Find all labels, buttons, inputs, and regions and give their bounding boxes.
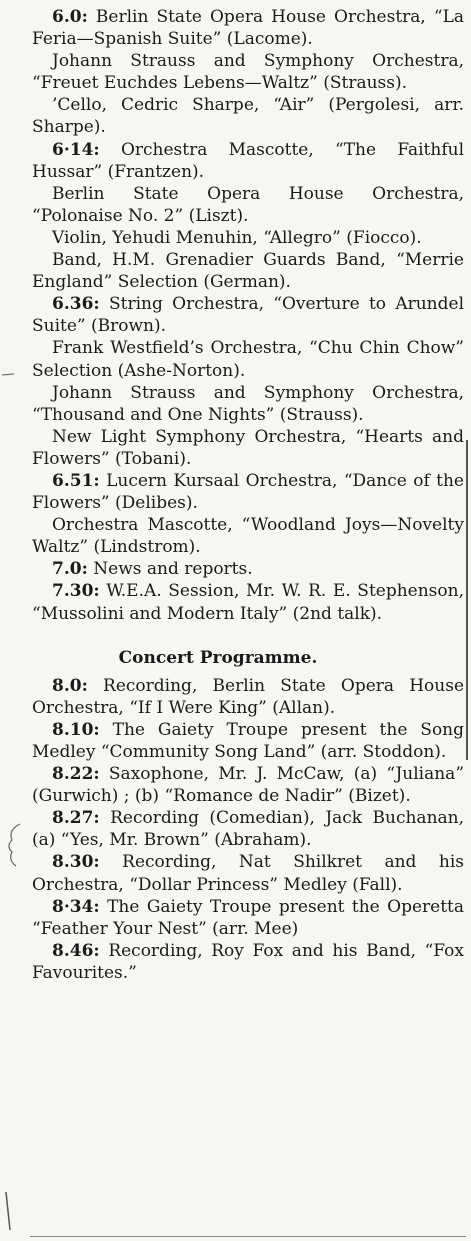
entry-time: 7.0: <box>52 559 88 580</box>
programme-entry <box>32 675 464 719</box>
entry-time: 6.36: <box>52 294 100 315</box>
programme-entry <box>32 940 464 984</box>
entry-text: Orchestra Mascotte, “Woodland Joys—Novelty Waltz” (Lindstrom). <box>32 515 464 558</box>
programme-entry <box>32 719 464 763</box>
programme-entry <box>32 139 464 183</box>
entry-text: W.E.A. Session, Mr. W. R. E. Stephenson, “Mussolini and Modern Italy” (2nd talk). <box>32 581 464 624</box>
entry-text: Band, H.M. Grenadier Guards Band, “Merrie England” Selection (German). <box>32 250 464 293</box>
entry-time: 7.30: <box>52 581 100 602</box>
bottom-rule <box>30 1236 466 1237</box>
programme-entry <box>32 514 464 558</box>
entry-text: Frank Westfield’s Orchestra, “Chu Chin Chow” Selection (Ashe-Norton). <box>32 338 464 381</box>
programme-entry <box>32 50 464 94</box>
entry-text: Berlin State Opera House Orchestra, “La Feria—Spanish Suite” (Lacome). <box>32 7 464 50</box>
programme-entry <box>32 94 464 138</box>
entry-time: 8.27: <box>52 808 100 829</box>
programme-entry <box>32 183 464 227</box>
entry-time: 6.0: <box>52 7 88 27</box>
entry-text: Johann Strauss and Symphony Orchestra, “Freuet Euchdes Lebens—Waltz” (Strauss). <box>32 51 464 94</box>
programme-column <box>32 6 464 984</box>
entry-text: Lucern Kursaal Orchestra, “Dance of the Flowers” (Delibes). <box>32 470 464 514</box>
entry-text: Recording (Comedian), Jack Buchanan, (a) “Yes, Mr. Brown” (Abraham). <box>32 808 464 851</box>
entry-text: Recording, Roy Fox and his Band, “Fox Favourites.” <box>32 940 464 983</box>
entry-time: 8.0: <box>52 675 88 696</box>
entry-time: 8.10: <box>52 719 100 740</box>
entry-text: New Light Symphony Orchestra, “Hearts and Flowers” (Tobani). <box>32 426 464 469</box>
entries-concert <box>32 675 464 984</box>
programme-entry <box>32 382 464 426</box>
column-rule <box>466 440 468 760</box>
entry-text: Recording, Nat Shilkret and his Orchestra, “Dollar Princess” Medley (Fall). <box>32 852 464 895</box>
programme-entry <box>32 337 464 381</box>
entry-text: Saxophone, Mr. J. McCaw, (a) “Juliana” (Gurwich) ; (b) “Romance de Nadir” (Bizet). <box>32 764 465 807</box>
entry-time: 6·14: <box>52 139 100 160</box>
section-heading: Concert Programme. <box>118 647 318 668</box>
programme-entry <box>32 558 464 580</box>
entry-time: 8.22: <box>52 764 100 785</box>
pen-mark <box>0 365 20 385</box>
entry-text: Johann Strauss and Symphony Orchestra, “Thousand and One Nights” (Strauss). <box>32 382 464 425</box>
entry-text: Orchestra Mascotte, “The Faithful Hussar” (Frantzen). <box>32 139 465 182</box>
pen-stroke-mark <box>0 1190 20 1235</box>
programme-entry <box>32 6 464 50</box>
entries-top <box>32 6 464 625</box>
entry-text: Berlin State Opera House Orchestra, “Polonaise No. 2” (Liszt). <box>32 183 464 226</box>
programme-entry <box>32 249 464 293</box>
programme-entry <box>32 580 464 624</box>
programme-entry <box>32 470 464 514</box>
programme-entry <box>32 227 464 249</box>
entry-text: String Orchestra, “Overture to Arundel Suite” (Brown). <box>32 294 465 337</box>
entry-text: News and reports. <box>93 559 253 580</box>
entry-text: The Gaiety Troupe present the Operetta “Feather Your Nest” (arr. Mee) <box>32 896 465 939</box>
entry-text: Violin, Yehudi Menuhin, “Allegro” (Fiocco). <box>52 227 422 248</box>
programme-entry <box>32 851 464 895</box>
entry-time: 6.51: <box>52 470 100 491</box>
programme-entry <box>32 293 464 337</box>
entry-text: Recording, Berlin State Opera House Orchestra, “If I Were King” (Allan). <box>32 675 465 718</box>
entry-time: 8.46: <box>52 940 100 961</box>
programme-entry <box>32 426 464 470</box>
entry-time: 8.30: <box>52 852 100 873</box>
entry-text: The Gaiety Troupe present the Song Medley “Community Song Land” (arr. Stoddon). <box>32 719 465 762</box>
programme-entry <box>32 763 464 807</box>
entry-time: 8·34: <box>52 896 100 917</box>
entry-text: ’Cello, Cedric Sharpe, “Air” (Pergolesi, arr. Sharpe). <box>32 95 464 138</box>
programme-entry <box>32 896 464 940</box>
bracket-mark <box>0 820 24 870</box>
programme-entry <box>32 807 464 851</box>
